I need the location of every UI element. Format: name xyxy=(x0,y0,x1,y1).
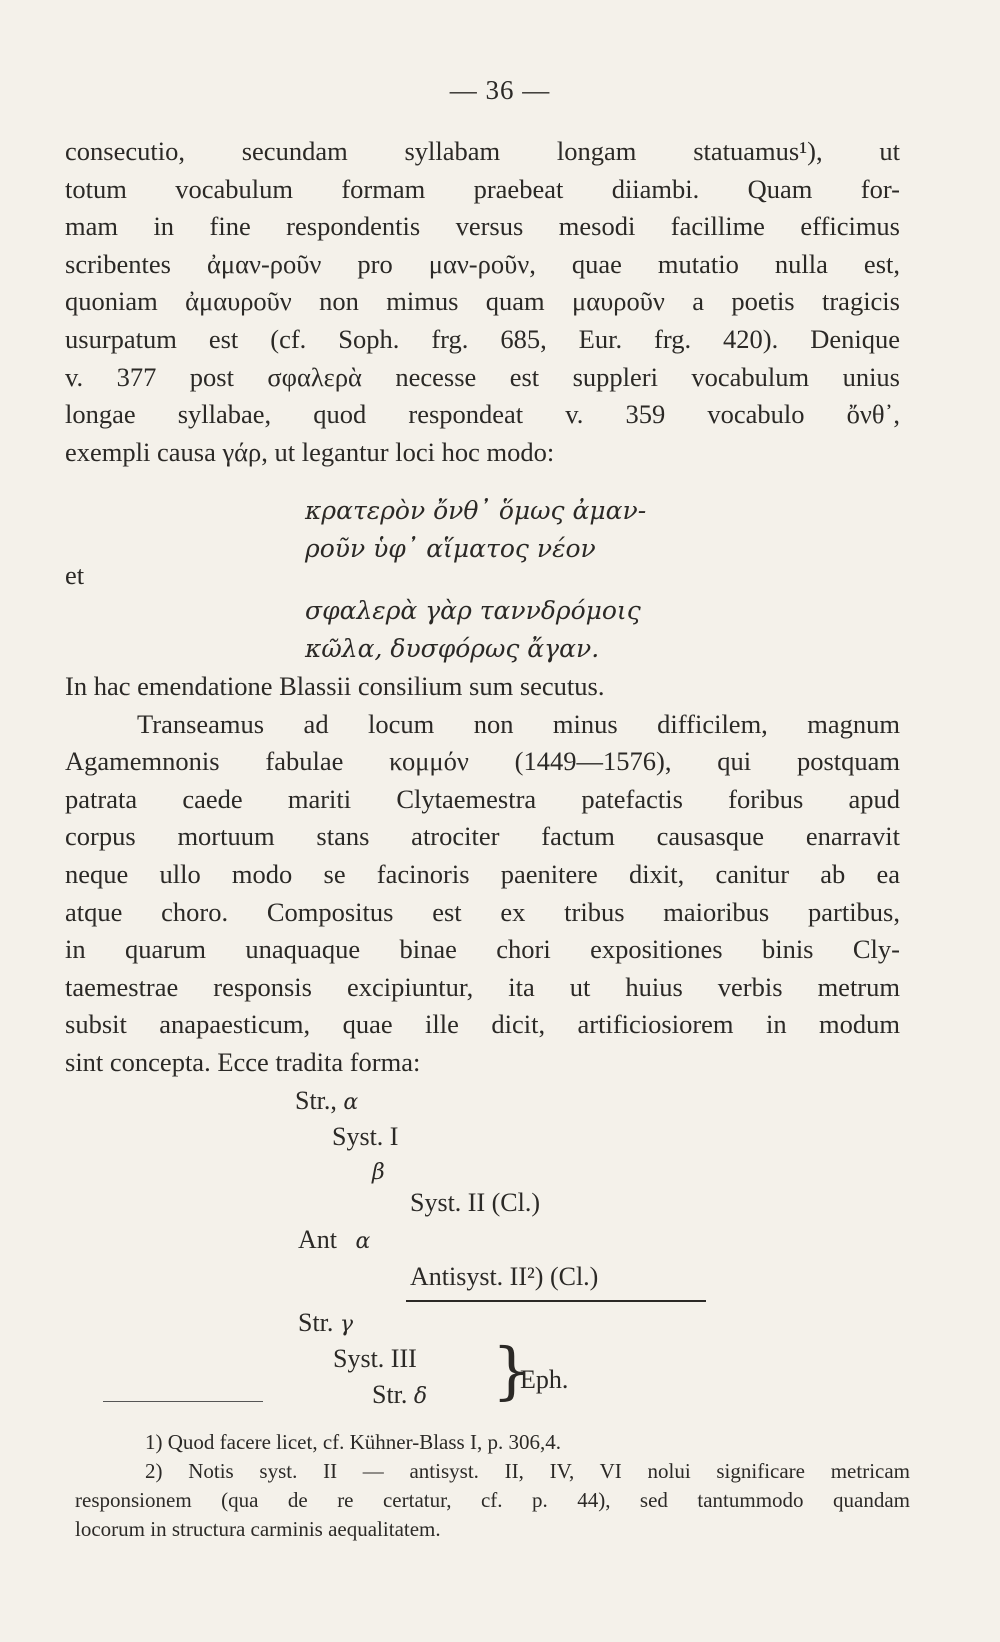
scheme-str-a xyxy=(295,1086,358,1116)
paragraph-2 xyxy=(65,668,900,1082)
scheme-syst-3: Syst. III xyxy=(333,1344,417,1373)
footnotes xyxy=(75,1428,910,1544)
footnote-rule xyxy=(103,1401,263,1402)
scheme-label: Str. xyxy=(298,1308,334,1337)
scheme-greek-letter: β xyxy=(372,1160,385,1185)
scheme-greek-letter: γ xyxy=(339,1312,354,1337)
footnote-2: 2) Notis syst. II — antisyst. II, IV, VI nolui significare metricam xyxy=(145,1459,910,1483)
verse-line: ροῦν ὑφ᾽ αἵματος νέον xyxy=(305,534,596,563)
scheme-label: Str. xyxy=(372,1380,408,1409)
text-line: Transeamus ad locum non minus difficilem, magnum xyxy=(137,708,900,739)
page-number: — 36 — xyxy=(449,75,551,105)
text-line: in quarum unaquaque binae chori expositiones binis Cly- xyxy=(65,934,900,965)
scheme-str-d xyxy=(372,1380,427,1410)
text-line: scribentes ἀμαν-ροῦν pro μαν-ροῦν, quae mutatio nulla est, xyxy=(65,248,900,279)
footnote-2-cont: responsionem (qua de re certatur, cf. p. 44), sed tantummodo quandam xyxy=(75,1488,910,1512)
paragraph-1 xyxy=(65,133,900,471)
scheme-greek-letter: α xyxy=(343,1090,359,1115)
scheme-beta xyxy=(372,1156,385,1186)
scheme-antisyst-2: Antisyst. II²) (Cl.) xyxy=(410,1262,599,1291)
text-line: patrata caede mariti Clytaemestra patefactis foribus apud xyxy=(65,783,900,814)
text-line: consecutio, secundam syllabam longam statuamus¹), ut xyxy=(65,136,900,166)
scheme-eph: Eph. xyxy=(520,1365,569,1394)
verse-line: σφαλερὰ γὰρ ταννδρόμοις xyxy=(305,596,641,625)
text-line: totum vocabulum formam praebeat diiambi. Quam for- xyxy=(65,173,900,204)
verse-line: κρατερὸν ὄνθ᾽ ὅμως ἀμαν- xyxy=(305,496,647,525)
scheme-syst-2: Syst. II (Cl.) xyxy=(410,1188,540,1217)
scheme-greek-letter: α xyxy=(355,1229,371,1254)
footnote-1: 1) Quod facere licet, cf. Kühner-Blass I, p. 306,4. xyxy=(145,1430,561,1454)
text-line: corpus mortuum stans atrociter factum causasque enarravit xyxy=(65,821,900,852)
scheme-label: Ant xyxy=(298,1225,337,1254)
text-line: longae syllabae, quod respondeat v. 359 vocabulo ὄνθ᾽, xyxy=(65,399,900,430)
text-line: quoniam ἀμαυροῦν non mimus quam μαυροῦν a poetis tragicis xyxy=(65,286,900,317)
text-line: Agamemnonis fabulae κομμόν (1449—1576), qui postquam xyxy=(65,746,900,777)
scheme-rule xyxy=(406,1300,706,1302)
et-label: et xyxy=(65,560,85,590)
footnote-2-cont: locorum in structura carminis aequalitatem. xyxy=(75,1517,441,1541)
text-line: atque choro. Compositus est ex tribus maioribus partibus, xyxy=(65,896,900,927)
verse-line: κῶλα, δυσφόρως ἄγαν. xyxy=(305,634,600,663)
text-line: mam in fine respondentis versus mesodi facillime efficimus xyxy=(65,211,900,242)
text-line: subsit anapaesticum, quae ille dicit, artificiosiorem in modum xyxy=(65,1009,900,1040)
text-line: exempli causa γάρ, ut legantur loci hoc modo: xyxy=(65,436,555,467)
text-line: neque ullo modo se facinoris paenitere dixit, canitur ab ea xyxy=(65,858,900,889)
text-line: sint concepta. Ecce tradita forma: xyxy=(65,1046,421,1077)
scheme-syst-1: Syst. I xyxy=(332,1122,399,1151)
scheme-str-g xyxy=(298,1308,353,1338)
text-line: v. 377 post σφαλερὰ necesse est suppleri vocabulum unius xyxy=(65,361,900,392)
text-line: usurpatum est (cf. Soph. frg. 685, Eur. frg. 420). Denique xyxy=(65,323,900,354)
text-line: taemestrae responsis excipiuntur, ita ut huius verbis metrum xyxy=(65,971,900,1002)
text-line: In hac emendatione Blassii consilium sum secutus. xyxy=(65,671,605,701)
scheme-greek-letter: δ xyxy=(413,1384,428,1409)
scheme-ant-a xyxy=(298,1225,370,1255)
right-brace: } xyxy=(492,1334,532,1407)
scheme-label: Str., xyxy=(295,1086,337,1115)
